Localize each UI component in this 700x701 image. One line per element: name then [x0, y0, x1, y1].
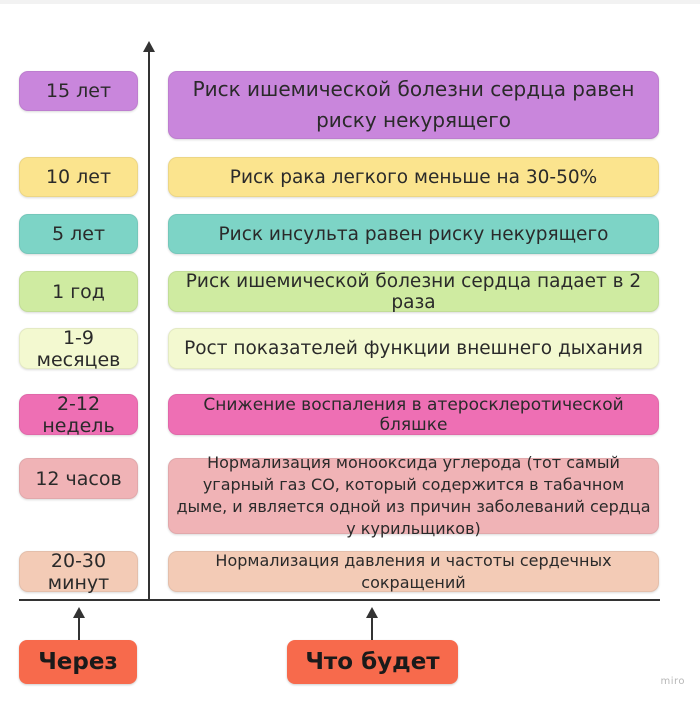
effect-box-12-hours: Нормализация монооксида углерода (тот самый угарный газ CO, который содержится в табачном дыме, и является одной из причин заболеваний сердца у курильщиков) [168, 458, 659, 534]
left-pointer-arrowhead [73, 607, 85, 618]
right-pointer-stem [371, 616, 373, 640]
miro-watermark: miro [660, 676, 685, 687]
axis-label-effect: Что будет [287, 640, 458, 684]
time-label-5-years: 5 лет [19, 214, 138, 254]
time-label-20-30-minutes: 20-30 минут [19, 551, 138, 592]
effect-box-2-12-weeks: Снижение воспаления в атеросклеротической бляшке [168, 394, 659, 435]
effect-box-5-years: Риск инсульта равен риску некурящего [168, 214, 659, 254]
vertical-axis-line [148, 50, 150, 599]
horizontal-axis-line [19, 599, 660, 601]
effect-box-20-30-minutes: Нормализация давления и частоты сердечных сокращений [168, 551, 659, 592]
effect-box-1-9-months: Рост показателей функции внешнего дыхания [168, 328, 659, 369]
right-pointer-arrowhead [366, 607, 378, 618]
axis-label-time: Через [19, 640, 137, 684]
time-label-1-9-months: 1-9 месяцев [19, 328, 138, 369]
time-label-1-year: 1 год [19, 271, 138, 312]
time-label-10-years: 10 лет [19, 157, 138, 197]
effect-box-1-year: Риск ишемической болезни сердца падает в 2 раза [168, 271, 659, 312]
vertical-axis-arrowhead [143, 41, 155, 52]
left-pointer-stem [78, 616, 80, 640]
effect-box-10-years: Риск рака легкого меньше на 30-50% [168, 157, 659, 197]
time-label-12-hours: 12 часов [19, 458, 138, 499]
effect-box-15-years: Риск ишемической болезни сердца равен риску некурящего [168, 71, 659, 139]
time-label-2-12-weeks: 2-12 недель [19, 394, 138, 435]
time-label-15-years: 15 лет [19, 71, 138, 111]
